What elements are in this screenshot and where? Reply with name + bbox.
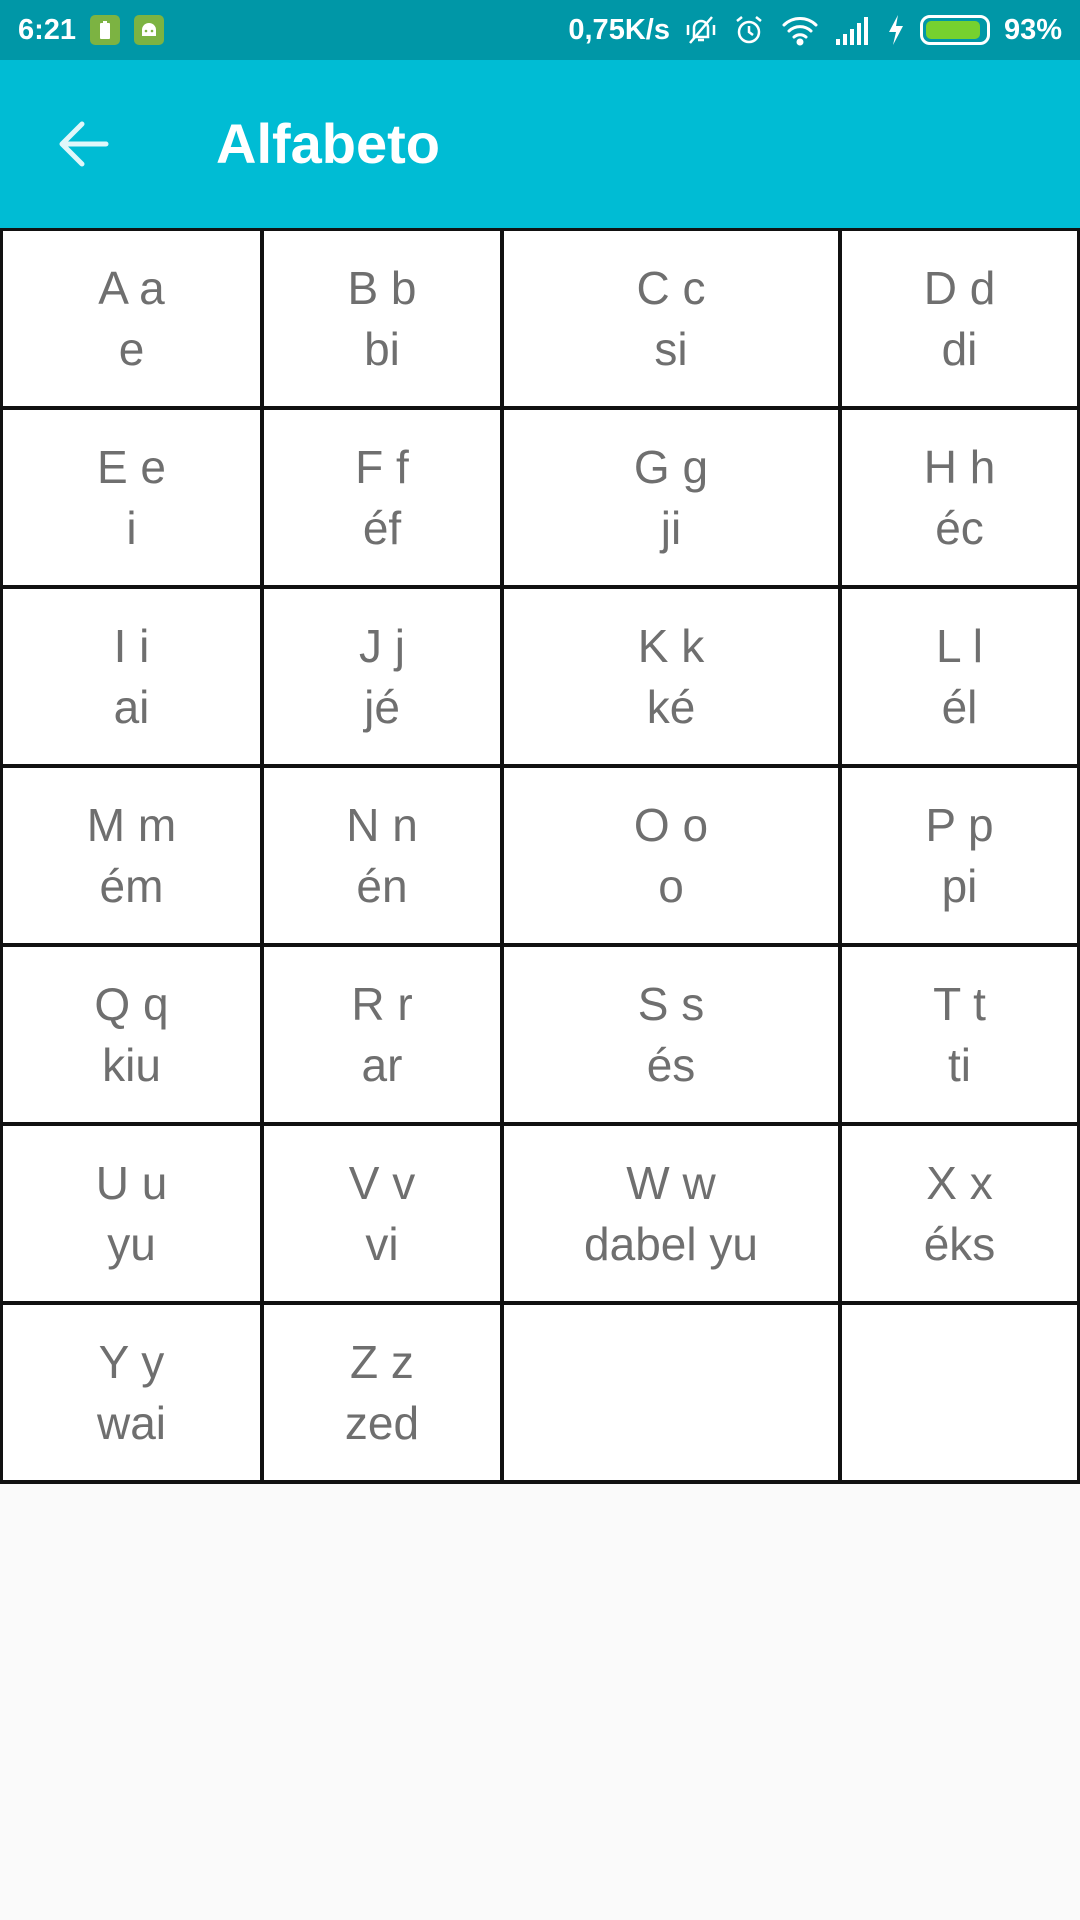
letter-cell[interactable] (0, 410, 264, 589)
letter-label: B b (347, 261, 417, 314)
pronunciation-label: i (126, 501, 137, 554)
letter-label: X x (926, 1156, 993, 1209)
pronunciation-label: vi (365, 1217, 399, 1270)
pronunciation-label: o (658, 859, 684, 912)
back-button[interactable] (48, 112, 120, 176)
pronunciation-label: éc (935, 501, 984, 554)
pronunciation-label: jé (364, 680, 400, 733)
status-time: 6:21 (18, 13, 77, 46)
letter-label: U u (95, 1156, 168, 1209)
pronunciation-label: wai (96, 1396, 167, 1449)
pronunciation-label: él (941, 680, 978, 733)
letter-cell[interactable] (842, 231, 1080, 410)
charging-icon (886, 14, 906, 46)
letter-label: W w (626, 1156, 716, 1209)
letter-cell[interactable] (264, 947, 504, 1126)
pronunciation-label: ar (361, 1038, 403, 1091)
letter-cell[interactable] (0, 768, 264, 947)
letter-label: I i (113, 619, 150, 672)
pronunciation-label: én (356, 859, 408, 912)
letter-label: A a (98, 261, 165, 314)
letter-cell[interactable] (504, 1126, 842, 1305)
letter-label: G g (633, 440, 709, 493)
alarm-icon (732, 13, 766, 47)
pronunciation-label: si (654, 322, 688, 375)
letter-cell[interactable] (842, 1305, 1080, 1484)
letter-cell[interactable] (504, 589, 842, 768)
letter-cell[interactable] (264, 1305, 504, 1484)
pronunciation-label: ém (99, 859, 164, 912)
letter-label: L l (936, 619, 983, 672)
letter-cell[interactable] (264, 231, 504, 410)
letter-cell[interactable] (842, 1126, 1080, 1305)
arrow-back-icon (56, 118, 112, 170)
letter-label: F f (355, 440, 409, 493)
alphabet-grid (0, 228, 1080, 1481)
letter-cell[interactable] (842, 947, 1080, 1126)
letter-cell[interactable] (0, 1305, 264, 1484)
pronunciation-label: bi (364, 322, 400, 375)
letter-cell[interactable] (504, 1305, 842, 1484)
signal-icon (834, 15, 872, 45)
letter-label: D d (923, 261, 996, 314)
page-title: Alfabeto (216, 112, 440, 175)
letter-label: Z z (350, 1335, 414, 1388)
pronunciation-label: ké (646, 680, 696, 733)
letter-cell[interactable] (504, 768, 842, 947)
pronunciation-label: éf (362, 501, 402, 554)
letter-label: P p (925, 798, 994, 851)
android-notification-icon (134, 15, 164, 45)
pronunciation-label: és (646, 1038, 696, 1091)
letter-cell[interactable] (504, 231, 842, 410)
letter-cell[interactable] (504, 947, 842, 1126)
letter-cell[interactable] (842, 768, 1080, 947)
letter-label: J j (359, 619, 405, 672)
wifi-icon (780, 14, 820, 46)
app-bar (0, 60, 1080, 228)
battery-percent: 93% (1003, 13, 1062, 46)
letter-label: K k (637, 619, 705, 672)
pronunciation-label: ai (113, 680, 150, 733)
letter-cell[interactable] (0, 1126, 264, 1305)
letter-label: V v (348, 1156, 416, 1209)
letter-label: C c (636, 261, 706, 314)
network-speed: 0,75K/s (568, 13, 670, 46)
letter-cell[interactable] (264, 1126, 504, 1305)
letter-cell[interactable] (842, 589, 1080, 768)
battery-notification-icon (90, 15, 120, 45)
letter-cell[interactable] (504, 410, 842, 589)
letter-cell[interactable] (0, 231, 264, 410)
letter-cell[interactable] (842, 410, 1080, 589)
pronunciation-label: kiu (102, 1038, 161, 1091)
letter-label: T t (933, 977, 986, 1030)
battery-icon (920, 15, 990, 45)
letter-label: Q q (94, 977, 169, 1030)
letter-label: E e (96, 440, 167, 493)
pronunciation-label: e (118, 322, 145, 375)
battery-level-fill (926, 21, 980, 39)
pronunciation-label: ti (948, 1038, 971, 1091)
letter-cell[interactable] (264, 410, 504, 589)
letter-cell[interactable] (0, 947, 264, 1126)
status-bar (0, 0, 1080, 60)
letter-label: R r (351, 977, 413, 1030)
letter-cell[interactable] (264, 589, 504, 768)
pronunciation-label: dabel yu (584, 1217, 758, 1270)
letter-label: O o (633, 798, 709, 851)
pronunciation-label: pi (941, 859, 978, 912)
pronunciation-label: ji (660, 501, 682, 554)
letter-label: H h (923, 440, 996, 493)
pronunciation-label: zed (344, 1396, 420, 1449)
letter-label: N n (346, 798, 418, 851)
letter-label: M m (86, 798, 177, 851)
letter-label: S s (637, 977, 705, 1030)
letter-cell[interactable] (264, 768, 504, 947)
letter-cell[interactable] (0, 589, 264, 768)
letter-label: Y y (98, 1335, 165, 1388)
mute-vibrate-icon (684, 13, 718, 47)
pronunciation-label: yu (107, 1217, 156, 1270)
pronunciation-label: éks (923, 1217, 996, 1270)
pronunciation-label: di (941, 322, 978, 375)
